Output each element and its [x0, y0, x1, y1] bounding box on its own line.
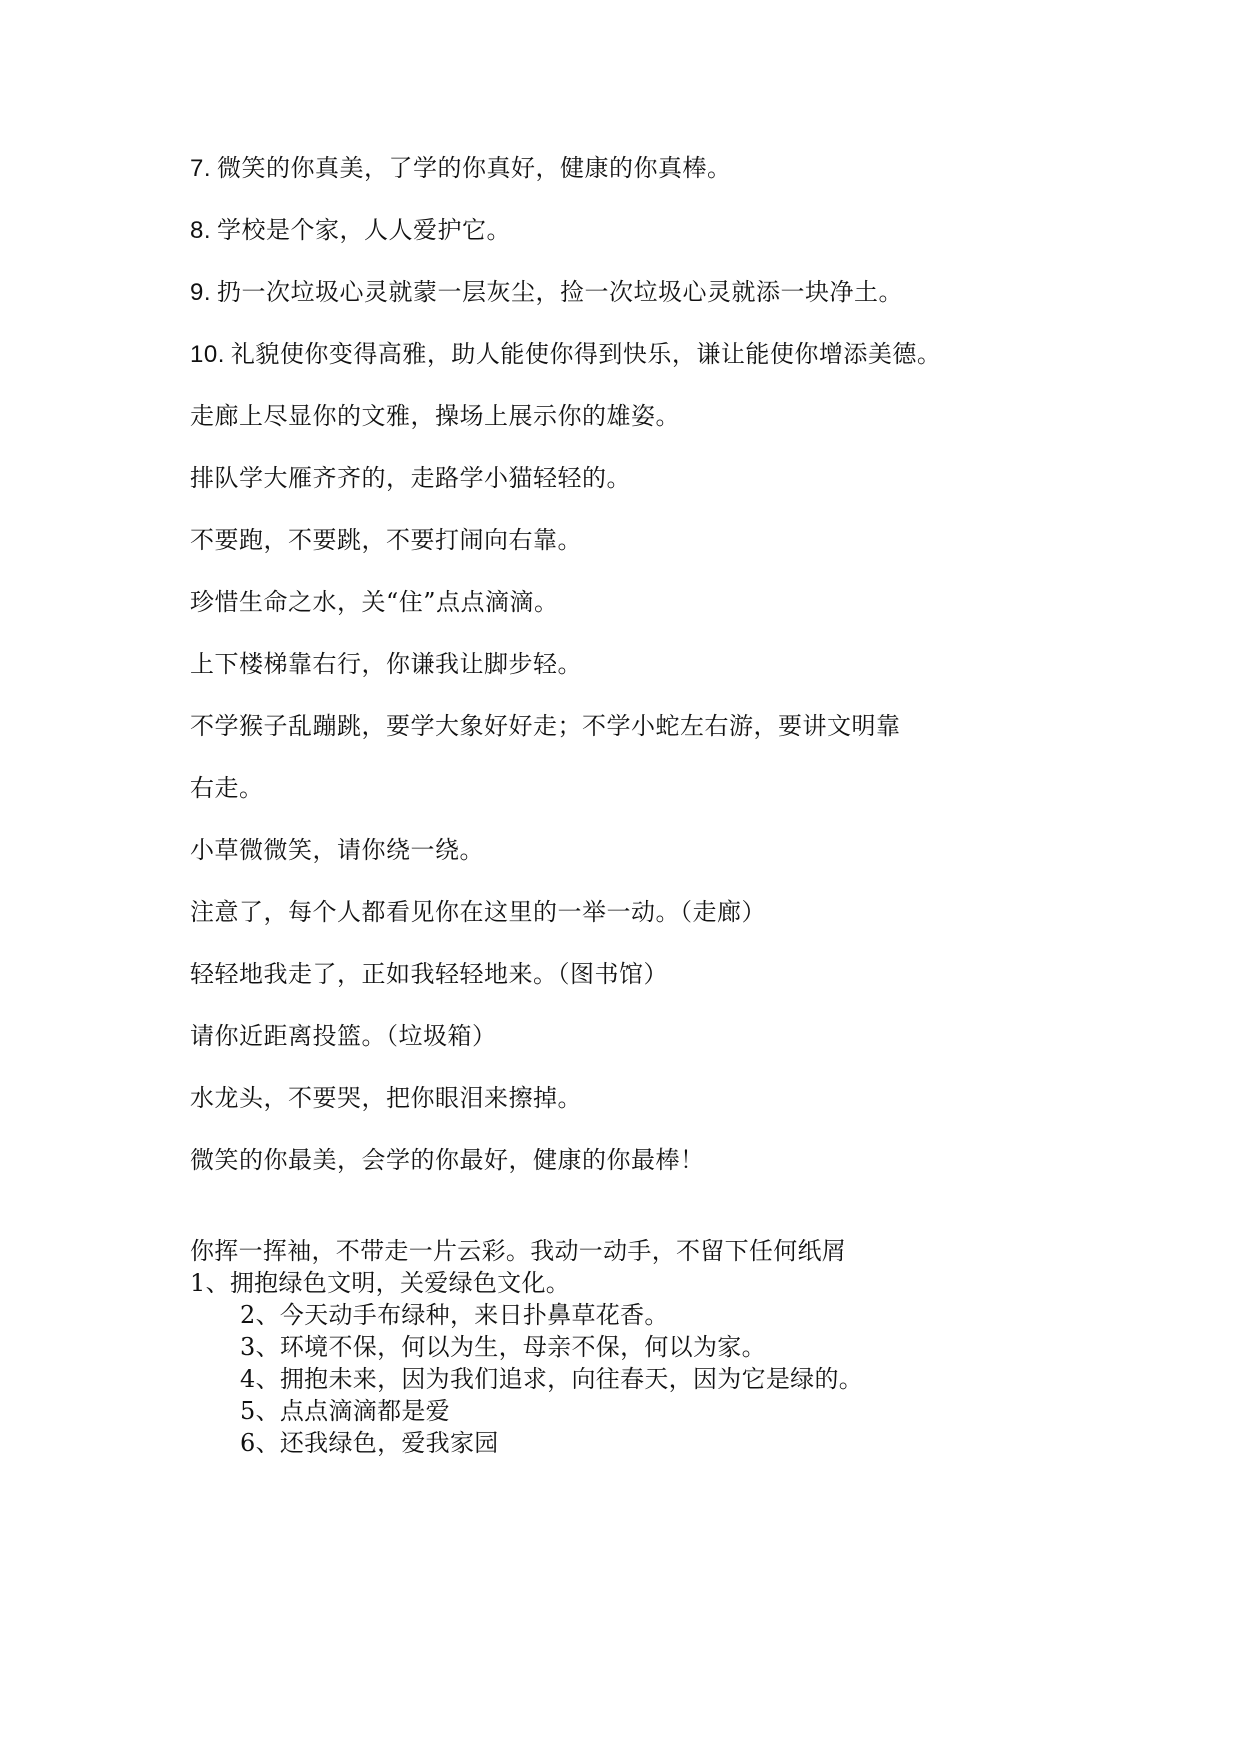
green-list-item: 3、环境不保，何以为生，母亲不保，何以为家。 — [240, 1333, 766, 1361]
slogan-line: 小草微微笑，请你绕一绕。 — [190, 836, 484, 864]
item-text: 扔一次垃圾心灵就蒙一层灰尘，捡一次垃圾心灵就添一块净土。 — [217, 278, 904, 306]
slogan-line: 不要跑，不要跳，不要打闹向右靠。 — [190, 526, 582, 554]
item-text: 礼貌使你变得高雅，助人能使你得到快乐，谦让能使你增添美德。 — [230, 340, 942, 368]
item-text: 微笑的你真美，了学的你真好，健康的你真棒。 — [217, 154, 732, 182]
slogan-line: 排队学大雁齐齐的，走路学小猫轻轻的。 — [190, 464, 631, 492]
numbered-item — [190, 215, 511, 246]
green-intro: 你挥一挥袖，不带走一片云彩。我动一动手，不留下任何纸屑 — [190, 1237, 847, 1265]
item-text: 学校是个家，人人爱护它。 — [217, 216, 512, 244]
numbered-item — [190, 277, 903, 308]
numbered-item — [190, 339, 941, 370]
slogan-line: 微笑的你最美，会学的你最好，健康的你最棒！ — [190, 1146, 705, 1174]
slogan-line: 走廊上尽显你的文雅，操场上展示你的雄姿。 — [190, 402, 680, 430]
green-list-item: 4、拥抱未来，因为我们追求，向往春天，因为它是绿的。 — [240, 1365, 864, 1393]
green-list-item: 5、点点滴滴都是爱 — [240, 1397, 450, 1425]
numbered-item — [190, 153, 732, 184]
slogan-line: 不学猴子乱蹦跳，要学大象好好走；不学小蛇左右游，要讲文明靠 — [190, 712, 901, 740]
slogan-line: 水龙头，不要哭，把你眼泪来擦掉。 — [190, 1084, 582, 1112]
slogan-line: 请你近距离投篮。（垃圾箱） — [190, 1022, 497, 1050]
green-list-item: 1、拥抱绿色文明，关爱绿色文化。 — [190, 1269, 571, 1297]
green-list-item: 2、今天动手布绿种，来日扑鼻草花香。 — [240, 1301, 669, 1329]
green-list-item: 6、还我绿色，爱我家园 — [240, 1429, 499, 1457]
slogan-line: 轻轻地我走了，正如我轻轻地来。（图书馆） — [190, 960, 668, 988]
item-number: 7. — [190, 155, 212, 182]
slogan-line: 右走。 — [190, 774, 264, 802]
item-number: 10. — [190, 341, 225, 368]
slogan-line: 珍惜生命之水，关“住”点点滴滴。 — [190, 588, 559, 616]
item-number: 9. — [190, 279, 212, 306]
item-number: 8. — [190, 217, 212, 244]
slogan-line: 注意了，每个人都看见你在这里的一举一动。（走廊） — [190, 898, 766, 926]
slogan-line: 上下楼梯靠右行，你谦我让脚步轻。 — [190, 650, 582, 678]
